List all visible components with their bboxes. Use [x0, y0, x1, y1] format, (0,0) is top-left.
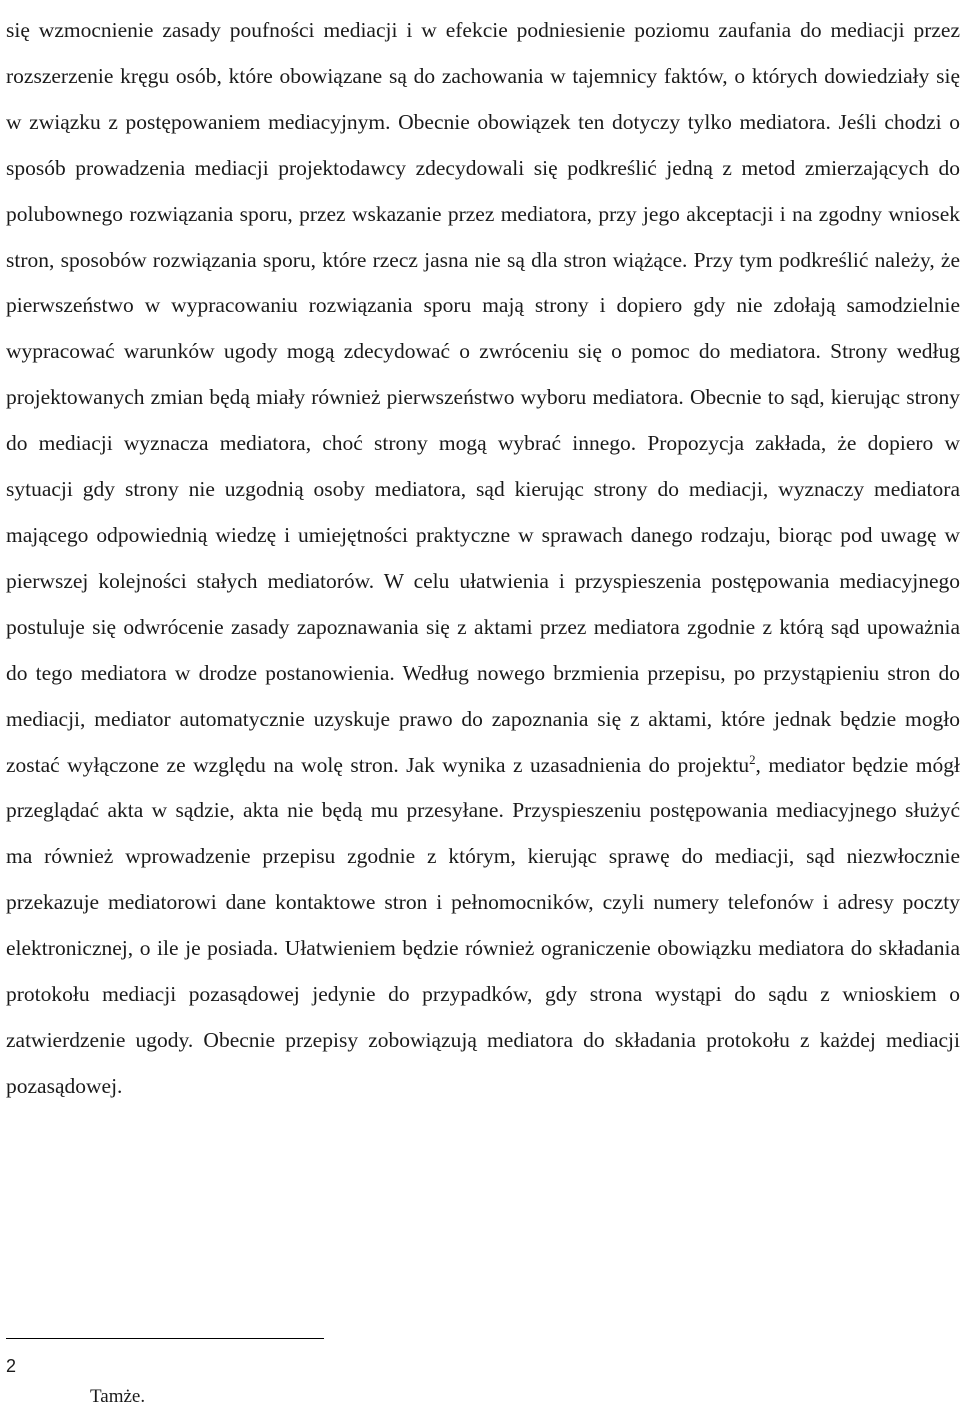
paragraph-text-part-2: , mediator będzie mógł przeglądać akta w sądzie, akta nie będą mu przesyłane. Przyspieszeniu postępowania mediacyjnego służyć ma również wprowadzenie przepisu zgodnie z którym, kierując sprawę do mediacji, sąd niezwłocznie przekazuje mediatorowi dane kontaktowe stron i pełnomocników, czyli numery telefonów i adresy poczty elektronicznej, o ile je posiada. Ułatwieniem będzie również ograniczenie obowiązku mediatora do składania protokołu mediacji pozasądowej jedynie do przypadków, gdy strona wystąpi do sądu z wnioskiem o zatwierdzenie ugody. Obecnie przepisy zobowiązują mediatora do składania protokołu z każdej mediacji pozasądowej.: [6, 752, 960, 1098]
footnote-text: Tamże.: [90, 1386, 146, 1407]
footnote-reference[interactable]: 2: [749, 752, 756, 767]
footnote-number: 2: [6, 1356, 17, 1376]
paragraph-text-part-1: się wzmocnienie zasady poufności mediacji i w efekcie podniesienie poziomu zaufania do mediacji przez rozszerzenie kręgu osób, które obowiązane są do zachowania w tajemnicy faktów, o których dowiedziały się w związku z postępowaniem mediacyjnym. Obecnie obowiązek ten dotyczy tylko mediatora. Jeśli chodzi o sposób prowadzenia mediacji projektodawcy zdecydowali się podkreślić jedną z metod zmierzających do polubownego rozwiązania sporu, przez wskazanie przez mediatora, przy jego akceptacji i na zgodny wniosek stron, sposobów rozwiązania sporu, które rzecz jasna nie są dla stron wiążące. Przy tym podkreślić należy, że pierwszeństwo w wypracowaniu rozwiązania sporu mają strony i dopiero gdy nie zdołają samodzielnie wypracować warunków ugody mogą zdecydować o zwróceniu się o pomoc do mediatora. Strony według projektowanych zmian będą miały również pierwszeństwo wyboru mediatora. Obecnie to sąd, kierując strony do mediacji wyznacza mediatora, choć strony mogą wybrać innego. Propozycja zakłada, że dopiero w sytuacji gdy strony nie uzgodnią osoby mediatora, sąd kierując strony do mediacji, wyznaczy mediatora mającego odpowiednią wiedzę i umiejętności praktyczne w sprawach danego rodzaju, biorąc pod uwagę w pierwszej kolejności stałych mediatorów. W celu ułatwienia i przyspieszenia postępowania mediacyjnego postuluje się odwrócenie zasady zapoznawania się z aktami przez mediatora zgodnie z którą sąd upoważnia do tego mediatora w drodze postanowienia. Według nowego brzmienia przepisu, po przystąpieniu stron do mediacji, mediator automatycznie uzyskuje prawo do zapoznania się z aktami, które jednak będzie mogło zostać wyłączone ze względu na wolę stron. Jak wynika z uzasadnienia do projektu: [6, 18, 960, 777]
footnote-separator: [6, 1338, 324, 1339]
body-paragraph: [6, 8, 960, 1110]
